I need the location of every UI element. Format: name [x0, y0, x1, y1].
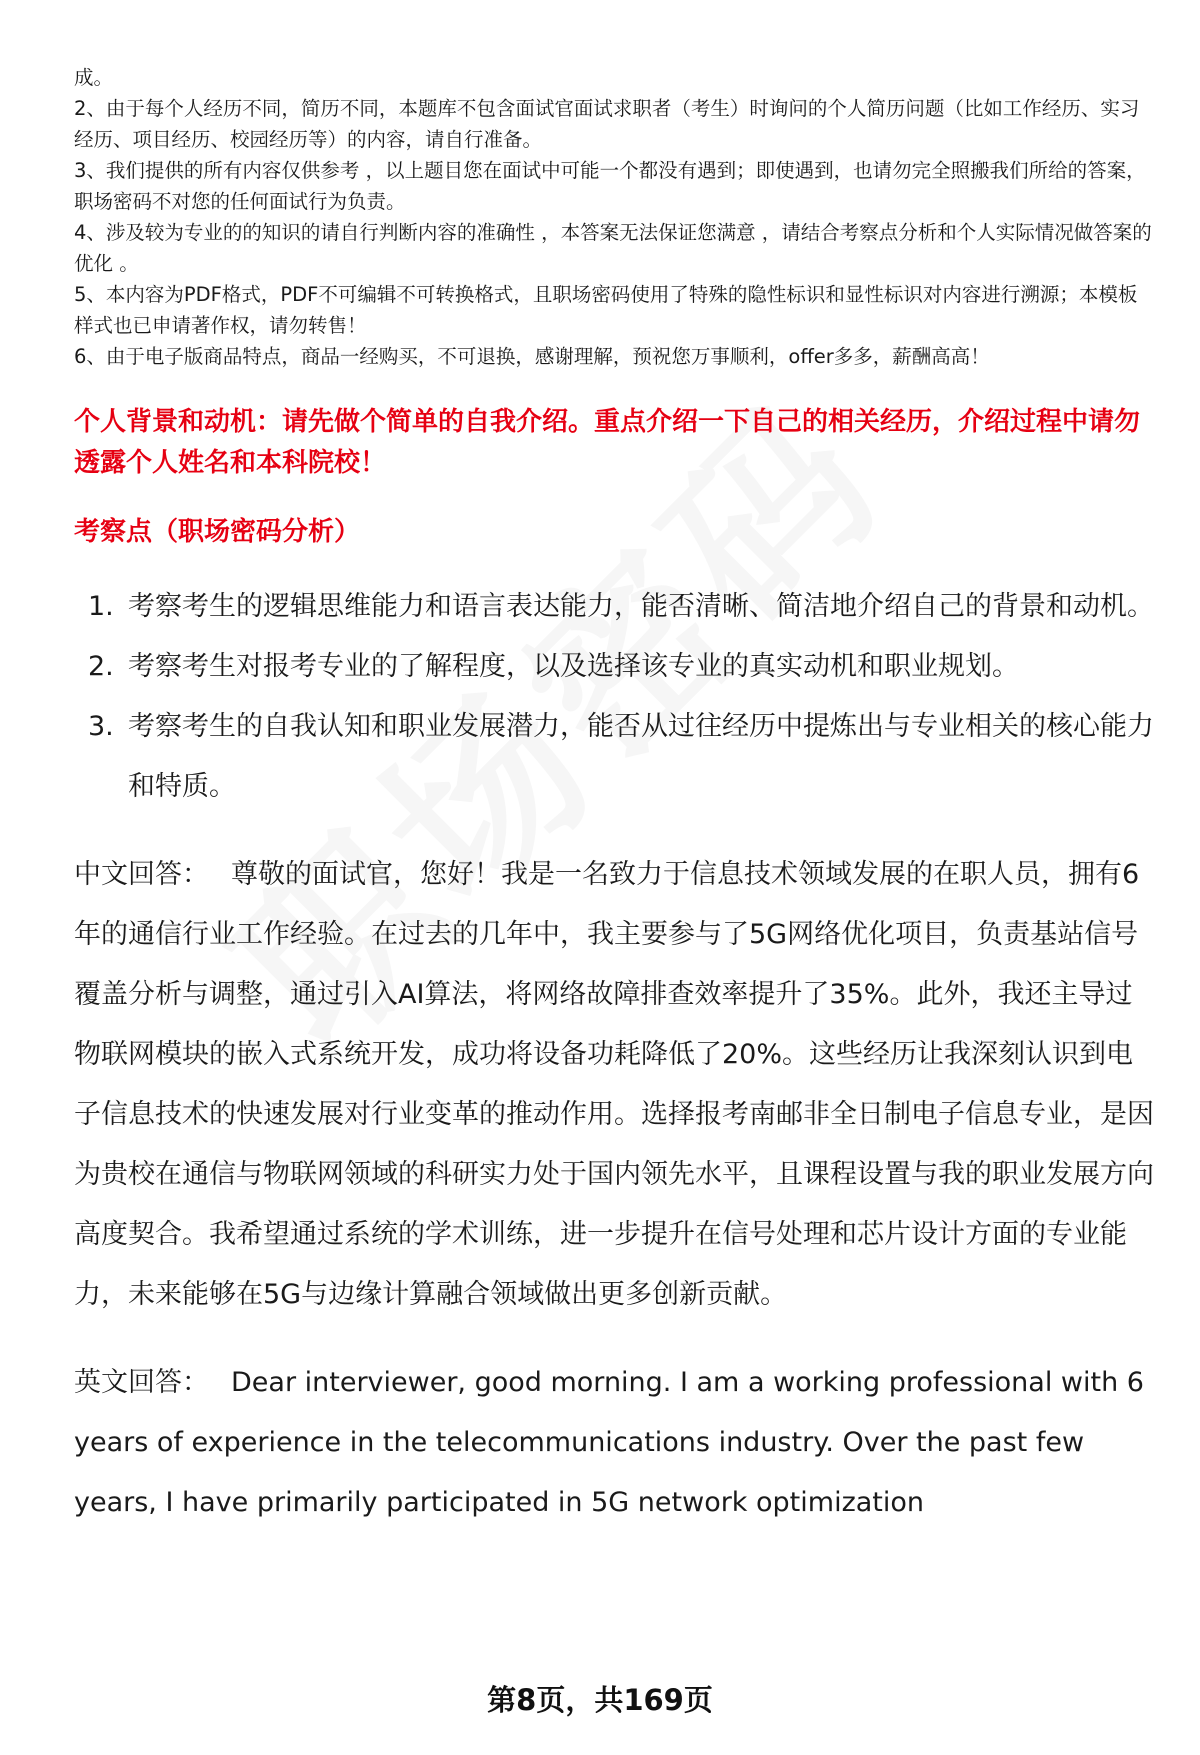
english-answer-label: 英文回答：	[74, 1367, 209, 1398]
analysis-points-list	[74, 577, 1154, 817]
english-answer-text: Dear interviewer, good morning. I am a working professional with 6 years of experience in the telecommunications industry. Over the past few years, I have primarily participated in 5G network optimization	[74, 1367, 1144, 1518]
english-answer	[74, 1353, 1154, 1533]
list-item	[74, 577, 1154, 637]
chinese-answer-text: 尊敬的面试官，您好！我是一名致力于信息技术领域发展的在职人员，拥有6年的通信行业工作经验。在过去的几年中，我主要参与了5G网络优化项目，负责基站信号覆盖分析与调整，通过引入AI算法，将网络故障排查效率提升了35%。此外，我还主导过物联网模块的嵌入式系统开发，成功将设备功耗降低了20%。这些经历让我深刻认识到电子信息技术的快速发展对行业变革的推动作用。选择报考南邮非全日制电子信息专业，是因为贵校在通信与物联网领域的科研实力处于国内领先水平，且课程设置与我的职业发展方向高度契合。我希望通过系统的学术训练，进一步提升在信号处理和芯片设计方面的专业能力，未来能够在5G与边缘计算融合领域做出更多创新贡献。	[74, 859, 1154, 1310]
note-line: 5、本内容为PDF格式，PDF不可编辑不可转换格式，且职场密码使用了特殊的隐性标识和显性标识对内容进行溯源；本模板样式也已申请著作权，请勿转售！	[74, 283, 1138, 337]
analysis-heading: 考察点（职场密码分析）	[74, 517, 361, 547]
list-item	[74, 637, 1154, 697]
note-line: 3、我们提供的所有内容仅供参考 ，以上题目您在面试中可能一个都没有遇到；即使遇到，也请勿完全照搬我们所给的答案，职场密码不对您的任何面试行为负责。	[74, 159, 1146, 213]
note-line: 6、由于电子版商品特点，商品一经购买，不可退换，感谢理解，预祝您万事顺利，offer多多，薪酬高高！	[74, 345, 990, 368]
note-line: 2、由于每个人经历不同，简历不同，本题库不包含面试官面试求职者（考生）时询问的个人简历问题（比如工作经历、实习经历、项目经历、校园经历等）的内容，请自行准备。	[74, 97, 1140, 151]
list-number: 3.	[88, 711, 114, 742]
chinese-answer-label: 中文回答：	[74, 859, 209, 890]
notes-section	[74, 62, 1154, 372]
question-heading: 个人背景和动机：请先做个简单的自我介绍。重点介绍一下自己的相关经历，介绍过程中请勿透露个人姓名和本科院校！	[74, 407, 1141, 478]
note-line: 成。	[74, 66, 114, 89]
list-item	[74, 697, 1154, 817]
page-footer: 第8页，共169页	[487, 1683, 713, 1717]
page-content	[74, 62, 1154, 1533]
list-number: 2.	[88, 651, 114, 682]
note-line: 4、涉及较为专业的的知识的请自行判断内容的准确性 ，本答案无法保证您满意 ，请结合考察点分析和个人实际情况做答案的优化 。	[74, 221, 1152, 275]
chinese-answer	[74, 845, 1154, 1325]
list-item-text: 考察考生的自我认知和职业发展潜力，能否从过往经历中提炼出与专业相关的核心能力和特质。	[128, 711, 1154, 802]
list-item-text: 考察考生对报考专业的了解程度，以及选择该专业的真实动机和职业规划。	[128, 651, 1019, 682]
list-number: 1.	[88, 591, 114, 622]
list-item-text: 考察考生的逻辑思维能力和语言表达能力，能否清晰、简洁地介绍自己的背景和动机。	[128, 591, 1154, 622]
